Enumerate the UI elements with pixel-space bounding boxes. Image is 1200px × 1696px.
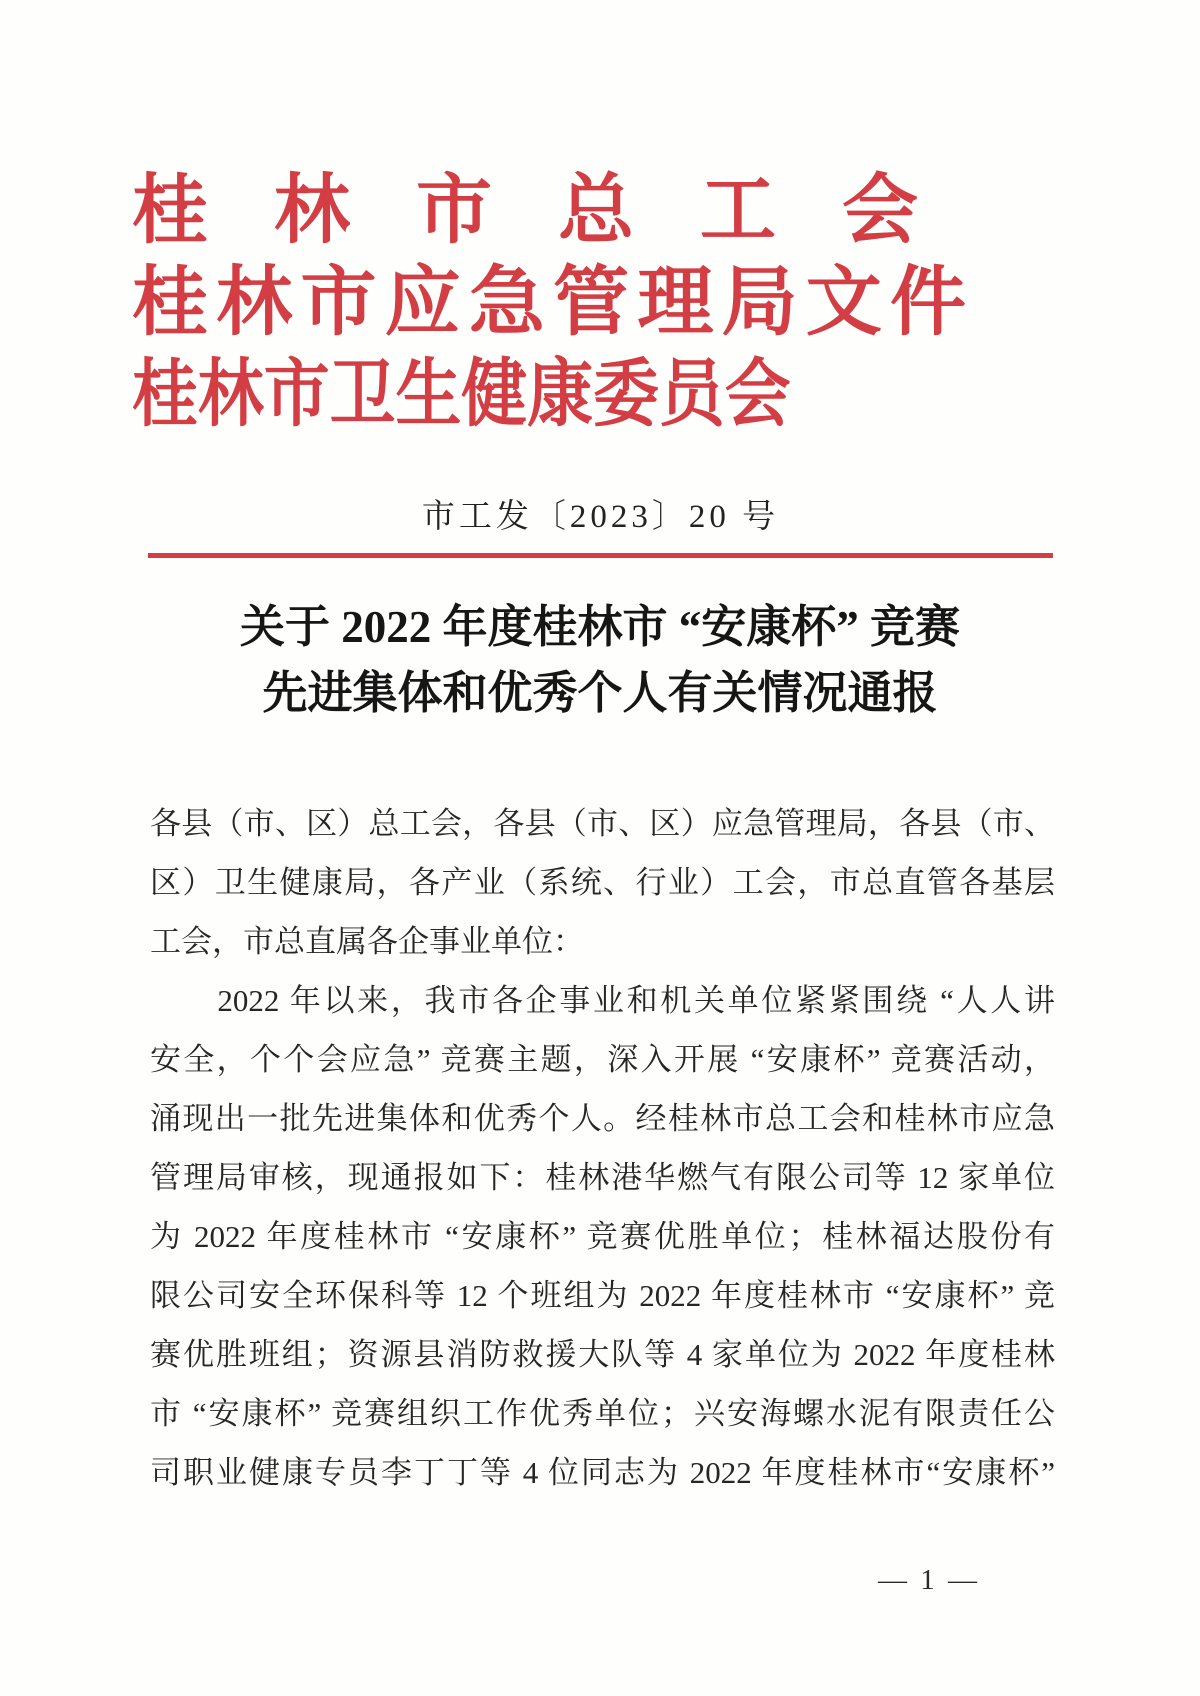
body-line: 为 2022 年度桂林市 “安康杯” 竞赛优胜单位；桂林福达股份有	[150, 1219, 1055, 1254]
body-line: 各县（市、区）总工会，各县（市、区）应急管理局，各县（市、	[150, 806, 1055, 841]
body-line: 市 “安康杯” 竞赛组织工作优秀单位；兴安海螺水泥有限责任公	[150, 1396, 1055, 1431]
body-line: 赛优胜班组；资源县消防救援大队等 4 家单位为 2022 年度桂林	[150, 1337, 1055, 1372]
org-name-emergency-management-bureau-document: 桂 林 市 应 急 管 理 局 文 件	[132, 261, 966, 345]
org-name-health-commission: 桂林市卫生健康委员会	[132, 354, 791, 436]
document-title	[130, 594, 1070, 726]
org-name-federation-of-trade-unions: 桂 林 市 总 工 会	[132, 169, 918, 253]
body-line: 安全，个个会应急” 竞赛主题，深入开展 “安康杯” 竞赛活动，	[150, 1042, 1055, 1077]
body-line: 区）卫生健康局，各产业（系统、行业）工会，市总直管各基层	[150, 865, 1055, 900]
body-line: 管理局审核，现通报如下：桂林港华燃气有限公司等 12 家单位	[150, 1160, 1055, 1195]
document-reference-number: 市工发〔2023〕20 号	[421, 499, 780, 535]
page-number: — 1 —	[878, 1564, 980, 1596]
red-divider-line	[148, 553, 1053, 558]
body-line: 2022 年以来，我市各企事业和机关单位紧紧围绕 “人人讲	[150, 983, 1055, 1018]
body-line: 司职业健康专员李丁丁等 4 位同志为 2022 年度桂林市“安康杯”	[150, 1455, 1055, 1490]
body-text	[150, 794, 1055, 1502]
body-line: 涌现出一批先进集体和优秀个人。经桂林市总工会和桂林市应急	[150, 1101, 1055, 1136]
title-line-2: 先进集体和优秀个人有关情况通报	[262, 668, 938, 718]
body-line: 限公司安全环保科等 12 个班组为 2022 年度桂林市 “安康杯” 竞	[150, 1278, 1055, 1313]
title-line-1: 关于 2022 年度桂林市 “安康杯” 竞赛	[239, 602, 960, 652]
body-line: 工会，市总直属各企事业单位：	[150, 924, 584, 959]
